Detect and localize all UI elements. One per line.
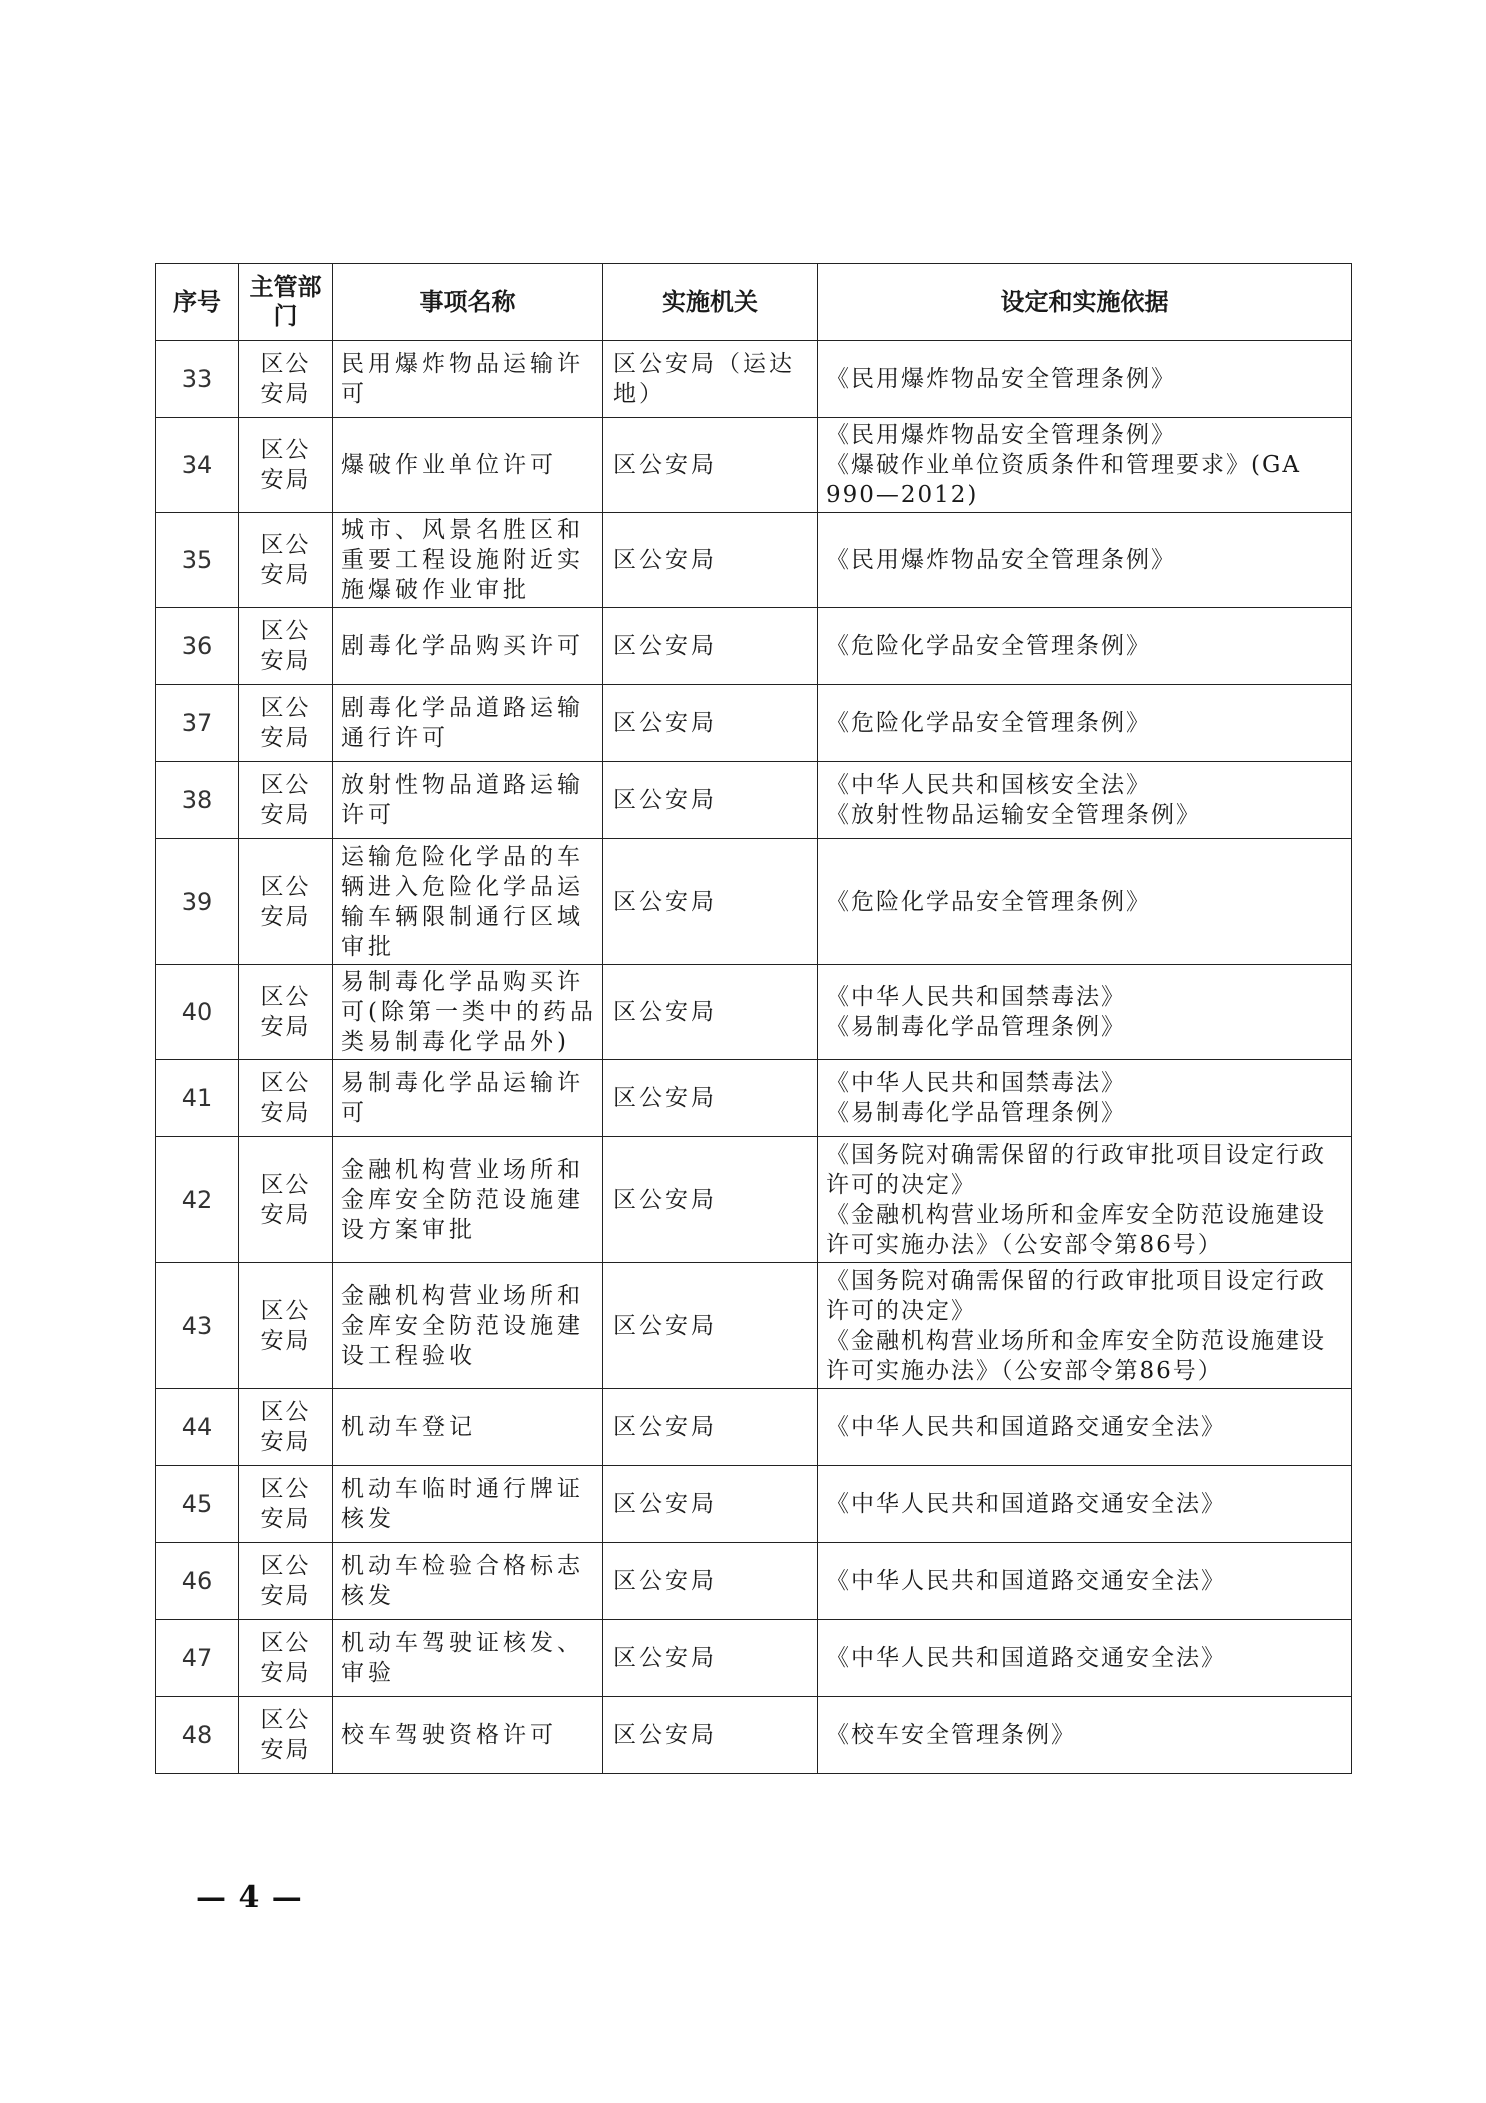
row-basis: 《中华人民共和国道路交通安全法》 [818, 1543, 1352, 1620]
page-number: — 4 — [196, 1880, 303, 1915]
row-basis: 《民用爆炸物品安全管理条例》 [818, 513, 1352, 608]
row-dept: 区公安局 [239, 608, 333, 685]
row-item-name: 校车驾驶资格许可 [333, 1697, 603, 1774]
row-number: 45 [156, 1466, 239, 1543]
row-org: 区公安局 [603, 513, 818, 608]
table-row [156, 839, 1352, 965]
table-row [156, 608, 1352, 685]
row-org: 区公安局 [603, 1389, 818, 1466]
row-basis: 《校车安全管理条例》 [818, 1697, 1352, 1774]
row-item-name: 金融机构营业场所和金库安全防范设施建设方案审批 [333, 1137, 603, 1263]
row-dept: 区公安局 [239, 1263, 333, 1389]
row-item-name: 金融机构营业场所和金库安全防范设施建设工程验收 [333, 1263, 603, 1389]
row-dept: 区公安局 [239, 1060, 333, 1137]
header-dept: 主管部门 [239, 264, 333, 341]
row-number: 33 [156, 341, 239, 418]
row-basis: 《危险化学品安全管理条例》 [818, 839, 1352, 965]
row-org: 区公安局 [603, 839, 818, 965]
row-dept: 区公安局 [239, 1137, 333, 1263]
row-basis: 《中华人民共和国核安全法》 《放射性物品运输安全管理条例》 [818, 762, 1352, 839]
row-number: 37 [156, 685, 239, 762]
row-basis: 《中华人民共和国道路交通安全法》 [818, 1466, 1352, 1543]
row-org: 区公安局 [603, 418, 818, 513]
row-item-name: 易制毒化学品购买许可(除第一类中的药品类易制毒化学品外) [333, 965, 603, 1060]
row-org: 区公安局 [603, 1543, 818, 1620]
row-org: 区公安局 [603, 608, 818, 685]
row-item-name: 机动车驾驶证核发、审验 [333, 1620, 603, 1697]
row-basis: 《中华人民共和国道路交通安全法》 [818, 1620, 1352, 1697]
row-org: 区公安局 [603, 1466, 818, 1543]
row-basis: 《危险化学品安全管理条例》 [818, 685, 1352, 762]
row-number: 34 [156, 418, 239, 513]
row-item-name: 爆破作业单位许可 [333, 418, 603, 513]
row-org: 区公安局 [603, 1263, 818, 1389]
table-row [156, 1060, 1352, 1137]
row-basis: 《国务院对确需保留的行政审批项目设定行政许可的决定》 《金融机构营业场所和金库安全防范设施建设许可实施办法》（公安部令第86号） [818, 1137, 1352, 1263]
row-org: 区公安局 [603, 1060, 818, 1137]
row-dept: 区公安局 [239, 839, 333, 965]
row-number: 36 [156, 608, 239, 685]
row-number: 41 [156, 1060, 239, 1137]
row-org: 区公安局 [603, 965, 818, 1060]
table-row [156, 762, 1352, 839]
table-row [156, 513, 1352, 608]
row-basis: 《危险化学品安全管理条例》 [818, 608, 1352, 685]
row-item-name: 城市、风景名胜区和重要工程设施附近实施爆破作业审批 [333, 513, 603, 608]
row-org: 区公安局 [603, 1620, 818, 1697]
table-row [156, 1263, 1352, 1389]
table-row [156, 1543, 1352, 1620]
row-item-name: 放射性物品道路运输许可 [333, 762, 603, 839]
row-org: 区公安局 [603, 762, 818, 839]
row-item-name: 剧毒化学品道路运输通行许可 [333, 685, 603, 762]
row-item-name: 机动车检验合格标志核发 [333, 1543, 603, 1620]
row-number: 44 [156, 1389, 239, 1466]
row-number: 39 [156, 839, 239, 965]
row-number: 40 [156, 965, 239, 1060]
row-basis: 《国务院对确需保留的行政审批项目设定行政许可的决定》 《金融机构营业场所和金库安全防范设施建设许可实施办法》（公安部令第86号） [818, 1263, 1352, 1389]
row-dept: 区公安局 [239, 1620, 333, 1697]
row-org: 区公安局 [603, 1137, 818, 1263]
row-org: 区公安局 [603, 685, 818, 762]
table-row [156, 341, 1352, 418]
row-item-name: 民用爆炸物品运输许可 [333, 341, 603, 418]
row-dept: 区公安局 [239, 1697, 333, 1774]
table-row [156, 418, 1352, 513]
row-number: 46 [156, 1543, 239, 1620]
header-org: 实施机关 [603, 264, 818, 341]
header-basis: 设定和实施依据 [818, 264, 1352, 341]
row-basis: 《中华人民共和国禁毒法》 《易制毒化学品管理条例》 [818, 965, 1352, 1060]
row-item-name: 机动车临时通行牌证核发 [333, 1466, 603, 1543]
row-basis: 《中华人民共和国道路交通安全法》 [818, 1389, 1352, 1466]
row-dept: 区公安局 [239, 1389, 333, 1466]
row-basis: 《中华人民共和国禁毒法》 《易制毒化学品管理条例》 [818, 1060, 1352, 1137]
row-org: 区公安局 [603, 1697, 818, 1774]
row-dept: 区公安局 [239, 762, 333, 839]
row-number: 43 [156, 1263, 239, 1389]
row-dept: 区公安局 [239, 513, 333, 608]
table-row [156, 1389, 1352, 1466]
row-item-name: 运输危险化学品的车辆进入危险化学品运输车辆限制通行区域审批 [333, 839, 603, 965]
row-item-name: 剧毒化学品购买许可 [333, 608, 603, 685]
row-number: 38 [156, 762, 239, 839]
table-row [156, 1697, 1352, 1774]
header-num: 序号 [156, 264, 239, 341]
items-table [155, 263, 1352, 1774]
row-item-name: 易制毒化学品运输许可 [333, 1060, 603, 1137]
table-row [156, 965, 1352, 1060]
table-header-row [156, 264, 1352, 341]
table-row [156, 1620, 1352, 1697]
row-dept: 区公安局 [239, 1466, 333, 1543]
row-dept: 区公安局 [239, 1543, 333, 1620]
row-number: 47 [156, 1620, 239, 1697]
row-basis: 《民用爆炸物品安全管理条例》 《爆破作业单位资质条件和管理要求》(GA 990—2012) [818, 418, 1352, 513]
row-basis: 《民用爆炸物品安全管理条例》 [818, 341, 1352, 418]
row-number: 35 [156, 513, 239, 608]
row-item-name: 机动车登记 [333, 1389, 603, 1466]
table-row [156, 1137, 1352, 1263]
row-dept: 区公安局 [239, 685, 333, 762]
table-row [156, 685, 1352, 762]
table-row [156, 1466, 1352, 1543]
header-name: 事项名称 [333, 264, 603, 341]
row-dept: 区公安局 [239, 965, 333, 1060]
row-number: 48 [156, 1697, 239, 1774]
row-dept: 区公安局 [239, 341, 333, 418]
row-dept: 区公安局 [239, 418, 333, 513]
row-number: 42 [156, 1137, 239, 1263]
row-org: 区公安局（运达地） [603, 341, 818, 418]
